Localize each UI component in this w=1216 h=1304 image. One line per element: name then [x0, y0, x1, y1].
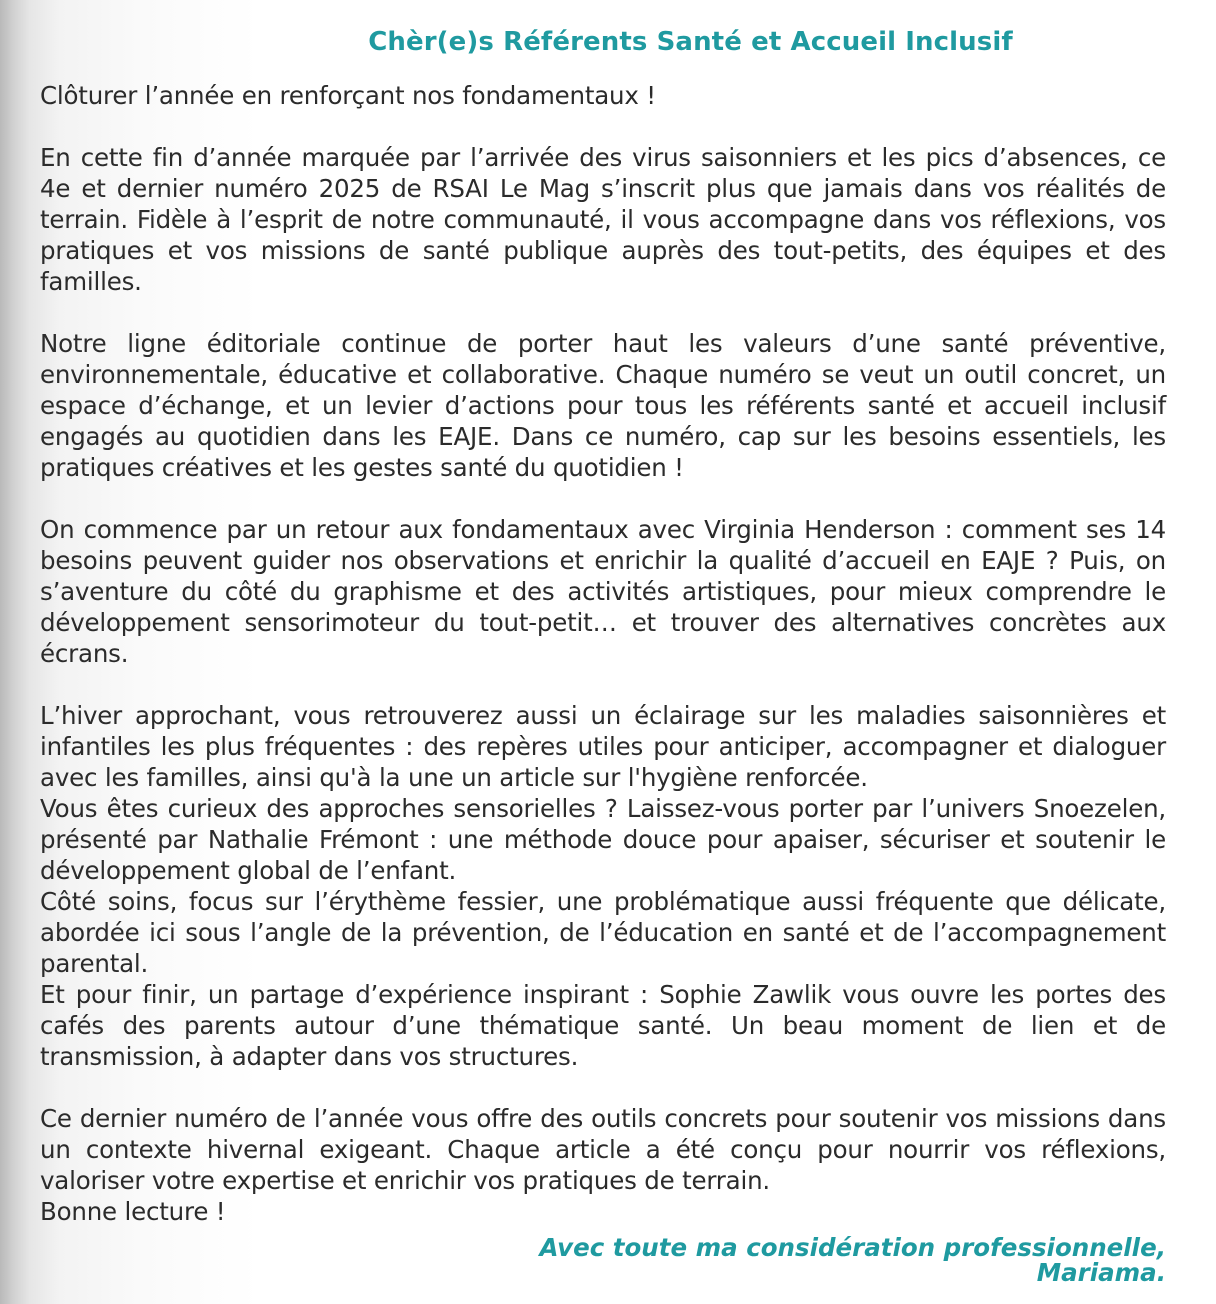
paragraph-context: En cette fin d’année marquée par l’arrivée des virus saisonniers et les pics d’absences, ce 4e et dernier numéro 2025 de RSAI Le Mag s’inscrit plus que jamais dans vos réalités de terrain. Fidèle à l’esprit de notre communauté, il vous accompagne dans vos réflexions, vos pratiques et vos missions de santé publique auprès des tout-petits, des équipes et des familles. — [40, 143, 1166, 296]
editorial-page — [40, 22, 1166, 1285]
paragraph-spacer — [40, 669, 1166, 700]
paragraph-care: Côté soins, focus sur l’érythème fessier, une problématique aussi fréquente que délicate, abordée ici sous l’angle de la prévention, de l’éducation en santé et de l’accompagnement parental. — [40, 887, 1166, 978]
paragraph-spacer — [40, 297, 1166, 328]
paragraph-closing: Ce dernier numéro de l’année vous offre des outils concrets pour soutenir vos missions dans un contexte hivernal exigeant. Chaque article a été conçu pour nourrir vos réflexions, valoriser votre expertise et enrichir vos pratiques de terrain. — [40, 1104, 1166, 1195]
paragraph-editorial-line: Notre ligne éditoriale continue de porter haut les valeurs d’une santé préventive, environnementale, éducative et collaborative. Chaque numéro se veut un outil concret, un espace d’échange, et un levier d’actions pour tous les référents santé et accueil inclusif engagés au quotidien dans les EAJE. Dans ce numéro, cap sur les besoins essentiels, les pratiques créatives et les gestes santé du quotidien ! — [40, 329, 1166, 482]
signature-line-2: Mariama. — [1036, 1258, 1166, 1287]
paragraph-spacer — [40, 111, 1166, 142]
paragraph-spacer — [40, 1072, 1166, 1103]
paragraph-snoezelen: Vous êtes curieux des approches sensorielles ? Laissez-vous porter par l’univers Snoezelen, présenté par Nathalie Frémont : une méthode douce pour apaiser, sécuriser et soutenir le développement global de l’enfant. — [40, 794, 1166, 885]
sign-off: Bonne lecture ! — [40, 1197, 226, 1226]
paragraph-winter-diseases: L’hiver approchant, vous retrouverez aussi un éclairage sur les maladies saisonnières et infantiles les plus fréquentes : des repères utiles pour anticiper, accompagner et dialoguer avec les familles, ainsi qu'à la une un article sur l'hygiène renforcée. — [40, 701, 1166, 792]
paragraph-parents-cafe: Et pour finir, un partage d’expérience inspirant : Sophie Zawlik vous ouvre les portes des cafés des parents autour d’une thématique santé. Un beau moment de lien et de transmission, à adapter dans vos structures. — [40, 980, 1166, 1071]
paragraph-spacer — [40, 483, 1166, 514]
paragraph-fundamentals: On commence par un retour aux fondamentaux avec Virginia Henderson : comment ses 14 besoins peuvent guider nos observations et enrichir la qualité d’accueil en EAJE ? Puis, on s’aventure du côté du graphisme et des activités artistiques, pour mieux comprendre le développement sensorimoteur du tout-petit… et trouver des alternatives concrètes aux écrans. — [40, 515, 1166, 668]
signature-line-1: Avec toute ma considération professionnelle, — [539, 1233, 1166, 1262]
signature — [40, 1235, 1166, 1285]
editorial-title: Chèr(e)s Référents Santé et Accueil Inclusif — [368, 27, 1013, 57]
intro-line: Clôturer l’année en renforçant nos fondamentaux ! — [40, 81, 656, 110]
